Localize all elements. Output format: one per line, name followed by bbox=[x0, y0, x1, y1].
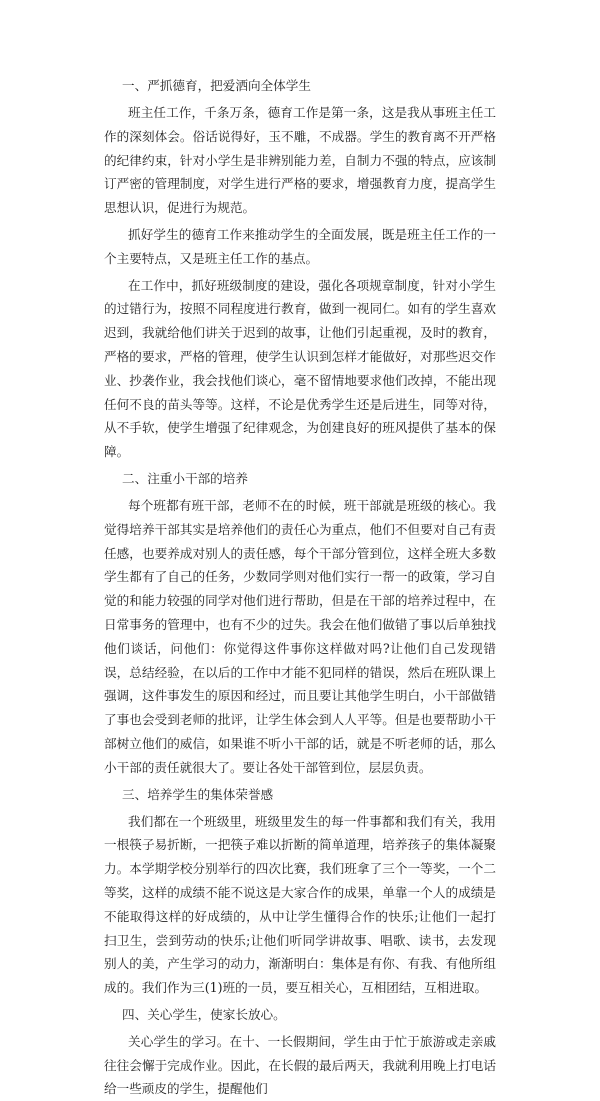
section-heading: 一、严抓德育，把爱洒向全体学生 bbox=[122, 78, 311, 93]
section-heading: 三、培养学生的集体荣誉感 bbox=[122, 786, 274, 802]
paragraph: 关心学生的学习。在十、一长假期间，学生由于忙于旅游或走亲戚往往会懈于完成作业。因此，在长假的最后两天，我就利用晚上打电话给一些顽皮的学生，提醒他们 bbox=[104, 1033, 496, 1097]
paragraph: 每个班都有班干部，老师不在的时候，班干部就是班级的核心。我觉得培养干部其实是培养他们的责任心为重点，他们不但要对自己有责任感，也要养成对别人的责任感，每个干部分管到位，这样全班大多数学生都有了自己的任务，少数同学则对他们实行一帮一的政策，学习自觉的和能力较强的同学对他们进行帮助，但是在干部的培养过程中，在日常事务的管理中，也有不少的过失。我会在他们做错了事以后单独找他们谈话，问他们：你觉得这件事你这样做对吗?让他们自己发现错误，总结经验，在以后的工作中才能不犯同样的错误，然后在班队课上强调，这件事发生的原因和经过，而且要让其他学生明白，小干部做错了事也会受到老师的批评，让学生体会到人人平等。但是也要帮助小干部树立他们的威信，如果谁不听小干部的话，就是不听老师的话，那么小干部的责任就很大了。要让各处干部管到位，层层负责。 bbox=[104, 497, 496, 775]
paragraph: 在工作中，抓好班级制度的建设，强化各项规章制度，针对小学生的过错行为，按照不同程度进行教育，做到一视同仁。如有的学生喜欢迟到，我就给他们讲关于迟到的故事，让他们引起重视，及时的教育，严格的要求，严格的管理，使学生认识到怎样才能做好，对那些迟交作业、抄袭作业，我会找他们谈心，毫不留情地要求他们改掉，不能出现任何不良的苗头等等。这样，不论是优秀学生还是后进生，同等对待，从不手软，使学生增强了纪律观念，为创建良好的班风提供了基本的保障。 bbox=[104, 277, 496, 460]
paragraph: 班主任工作，千条万条，德育工作是第一条，这是我从事班主任工作的深刻体会。俗话说得好，玉不雕，不成器。学生的教育离不开严格的纪律约束，针对小学生是非辨别能力差，自制力不强的特点，应该制订严密的管理制度，对学生进行严格的要求，增强教育力度，提高学生思想认识，促进行为规范。 bbox=[104, 105, 496, 216]
paragraph: 抓好学生的德育工作来推动学生的全面发展，既是班主任工作的一个主要特点，又是班主任工作的基点。 bbox=[104, 226, 496, 266]
section-collective-honor bbox=[104, 783, 496, 1000]
section-moral-education bbox=[104, 74, 496, 464]
section-caring-students bbox=[104, 1003, 496, 1101]
section-heading: 四、关心学生，使家长放心。 bbox=[122, 1006, 286, 1022]
paragraph: 我们都在一个班级里，班级里发生的每一件事都和我们有关，我用一根筷子易折断，一把筷子难以折断的简单道理，培养孩子的集体凝聚力。本学期学校分别举行的四次比赛，我们班拿了三个一等奖，一个二等奖，这样的成绩不能不说这是大家合作的成果，单靠一个人的成绩是不能取得这样的好成绩的，从中让学生懂得合作的快乐;让他们一起打扫卫生，尝到劳动的快乐;让他们听同学讲故事、唱歌、读书，去发现别人的美，产生学习的动力，渐渐明白：集体是有你、有我、有他所组成的。我们作为三(1)班的一员，要互相关心，互相团结，互相进取。 bbox=[104, 813, 496, 996]
section-heading: 二、注重小干部的培养 bbox=[122, 470, 248, 486]
section-class-cadres bbox=[104, 467, 496, 780]
